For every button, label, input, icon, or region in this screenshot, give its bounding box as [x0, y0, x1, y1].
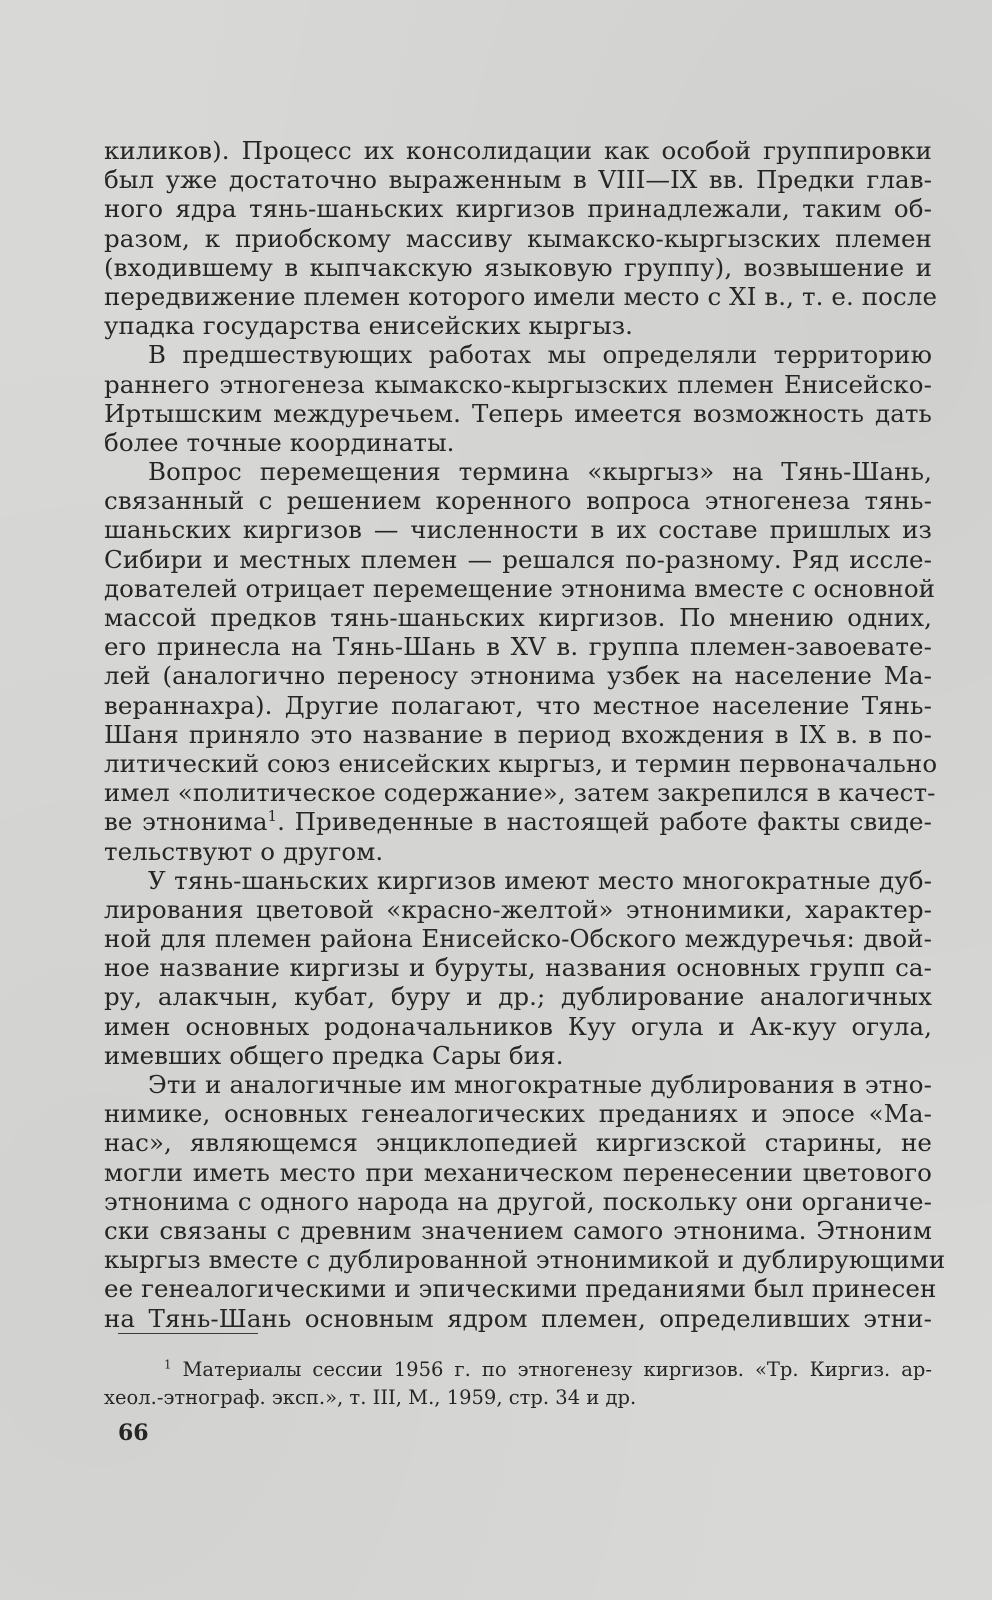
- text-line: У тянь-шаньских киргизов имеют место многократные дуб-: [148, 865, 932, 895]
- text-line: ее генеалогическими и эпическими преданиями был принесен: [104, 1274, 937, 1304]
- text-line: Шаня приняло это название в период вхождения в IX в. в по-: [104, 719, 932, 749]
- text-line: Иртышским междуречьем. Теперь имеется возможность дать: [104, 398, 932, 428]
- text-line: ной для племен района Енисейско-Обского междуречья: двой-: [104, 924, 932, 954]
- text-line: передвижение племен которого имели место с XI в., т. е. после: [104, 281, 938, 311]
- text-line: Сибири и местных племен — решался по-разному. Ряд иссле-: [104, 544, 932, 574]
- text-line: шаньских киргизов — численности в их составе пришлых из: [104, 515, 932, 545]
- text-line: лирования цветовой «красно-желтой» этнонимики, характер-: [104, 894, 932, 924]
- text-line: нас», являющемся энциклопедией киргизской старины, не: [104, 1128, 932, 1158]
- text-line: этнонима с одного народа на другой, поскольку они органиче-: [104, 1186, 932, 1216]
- page-number: 66: [118, 1420, 149, 1446]
- text-line: был уже достаточно выраженным в VIII—IX вв. Предки глав-: [104, 165, 932, 195]
- text-line: ное название киргизы и буруты, названия основных групп са-: [104, 953, 932, 983]
- text-line: его принесла на Тянь-Шань в XV в. группа племен-завоевате-: [104, 632, 932, 662]
- text-line: кыргыз вместе с дублированной этнонимикой и дублирующими: [104, 1245, 946, 1275]
- text-line: ски связаны с древним значением самого этнонима. Этноним: [104, 1215, 932, 1245]
- body-text: [104, 136, 946, 1333]
- text-line: связанный с решением коренного вопроса этногенеза тянь-: [104, 486, 932, 516]
- text-line: нимике, основных генеалогических преданиях и эпосе «Ма-: [104, 1099, 932, 1129]
- text-line: массой предков тянь-шаньских киргизов. По мнению одних,: [104, 603, 932, 632]
- footnote-line: [104, 1356, 932, 1384]
- text-line: В предшествующих работах мы определяли территорию: [148, 340, 932, 370]
- footnote-marker: 1: [164, 1357, 172, 1372]
- text-line: Вопрос перемещения термина «кыргыз» на Тянь-Шань,: [148, 457, 932, 487]
- footnote-divider: [118, 1333, 258, 1334]
- text-line: более точные координаты.: [104, 427, 455, 457]
- footnote-line: хеол.-этнограф. эксп.», т. III, М., 1959, стр. 34 и др.: [104, 1386, 637, 1409]
- footnote-reference: 1: [267, 808, 278, 826]
- text-line: тельствуют о другом.: [104, 836, 384, 866]
- text-line: раннего этногенеза кымакско-кыргызских племен Енисейско-: [104, 369, 932, 399]
- text-line: Эти и аналогичные им многократные дублирования в этно-: [148, 1070, 932, 1099]
- text-line: лей (аналогично переносу этнонима узбек на население Ма-: [104, 661, 932, 691]
- text-line: [104, 807, 932, 836]
- text-line: вераннахра). Другие полагают, что местное население Тянь-: [104, 690, 932, 720]
- text-line: имел «политическое содержание», затем закрепился в качест-: [104, 778, 936, 808]
- text-line: (входившему в кыпчакскую языковую группу), возвышение и: [104, 252, 932, 282]
- text-line: дователей отрицает перемещение этнонима вместе с основной: [104, 573, 936, 603]
- text-line: киликов). Процесс их консолидации как особой группировки: [104, 136, 932, 165]
- text-line: имевших общего предка Сары бия.: [104, 1040, 564, 1070]
- text-fragment: ве этнонима: [104, 807, 268, 837]
- text-line: ру, алакчын, кубат, буру и др.; дублирование аналогичных: [104, 982, 932, 1012]
- footnote: [104, 1356, 932, 1412]
- text-line: упадка государства енисейских кыргыз.: [104, 311, 634, 341]
- text-line: ного ядра тянь-шаньских киргизов принадлежали, таким об-: [104, 194, 932, 224]
- text-line: литический союз енисейских кыргыз, и термин первоначально: [104, 748, 938, 778]
- text-line: разом, к приобскому массиву кымакско-кыргызских племен: [104, 223, 932, 253]
- text-line: имен основных родоначальников Куу огула и Ак-куу огула,: [104, 1011, 932, 1041]
- text-line: на Тянь-Шань основным ядром племен, определивших этни-: [104, 1303, 932, 1333]
- text-line: могли иметь место при механическом перенесении цветового: [104, 1157, 932, 1187]
- footnote-text: Материалы сессии 1956 г. по этногенезу киргизов. «Тр. Киргиз. ар-: [171, 1358, 932, 1381]
- text-fragment: . Приведенные в настоящей работе факты свиде-: [277, 807, 932, 837]
